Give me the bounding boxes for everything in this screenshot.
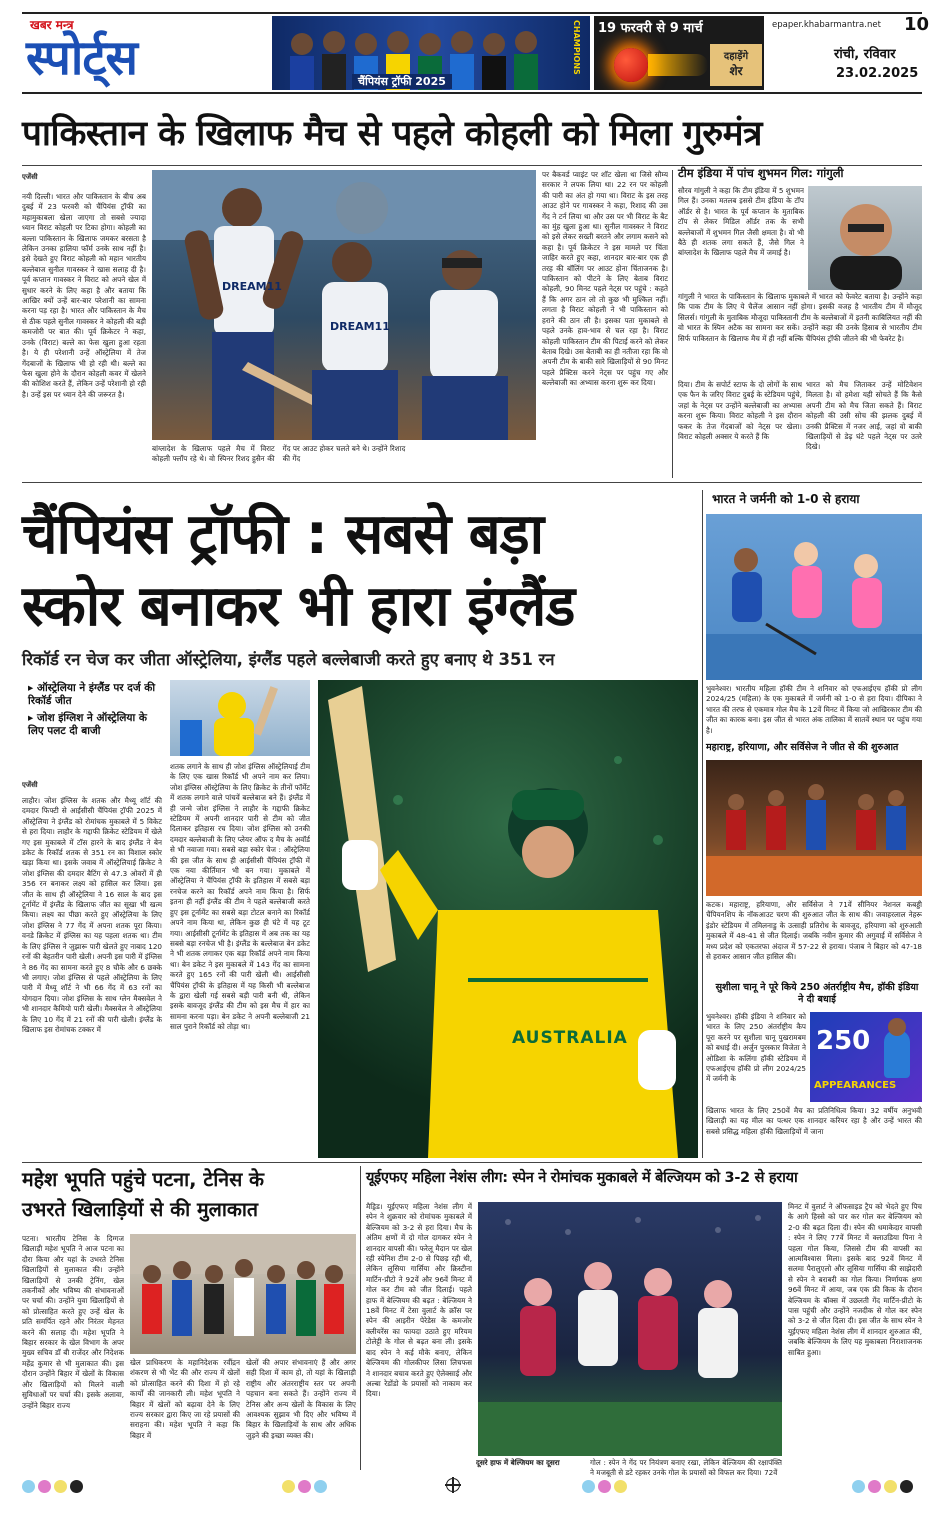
color-dots-center-left [282,1478,330,1497]
issue-date: 23.02.2025 [836,66,919,81]
masthead-logo [22,14,268,92]
uefa-column-2: गोल : स्पेन ने गेंद पर नियंत्रण बनाए रखा, लेकिन बेल्जियम की रक्षापंक्ति ने मजबूती से डटे रहकर उनके गोल के प्रयासों को विफल कर दिया। 72वें [590,1458,782,1478]
england-headline-line-1: चैंपियंस ट्रॉफी : सबसे बड़ा [22,502,544,567]
masthead-meta [772,14,930,92]
bhupathi-headline-line-1: महेश भूपति पहुंचे पटना, टेनिस के [22,1168,265,1191]
australia-batter-photo [318,680,698,1158]
kabaddi-photo [706,760,922,896]
salima-heading: सुशीला चानू ने पूरे किये 250 अंतर्राष्ट्रीय मैच, हॉकी इंडिया ने दी बधाई [715,982,919,1005]
bullet-text-1: ऑस्ट्रेलिया ने इंग्लैंड पर दर्ज की रिकॉर्ड जीत [28,682,156,707]
cricket-ball-icon [614,48,648,82]
masthead-small-title: खबर मन्त्र [30,18,74,32]
tagline-line-2: शेर [729,64,743,78]
england-column-1: लाहौर। जोश इंग्लिस के शतक और मैथ्यू शॉर्ट की दमदार फिफ्टी से आईसीसी चैंपियंस ट्रॉफी 2025 में ऑस्ट्रेलिया ने इंग्लैंड को रोमांचक मुकाबले में 5 विकेट से हरा दिया। लाहौर के गद्दाफी क्रिकेट स्टेडियम में खेले गए इस मुकाबले में टॉस हारने के बाद इंग्लैंड ने बेन डकेट के रिकॉर्ड शतक से 351 रन का विशाल स्कोर खड़ा किया था। इसके जवाब में ऑस्ट्रेलियाई क्रिकेट ने जोश इंग्लिस की दमदार बैटिंग से 47.3 ओवरों में ही 356 रन बनाकर लक्ष्य को हासिल कर लिया। इस जीत के साथ ही ऑस्ट्रेलिया ने 16 साल के बाद इस टूर्नामेंट में इंग्लैंड के खिलाफ जीत का सूखा भी खत्म किया। लक्ष्य का पीछा करते हुए ऑस्ट्रेलिया के लिए जोश इंग्लिस ने 77 गेंद में अपना शतक पूरा किया। वनडे क्रिकेट में इंग्लिस का यह पहला शतक था। टीम के लिए इंग्लिस ने जुझारू पारी खेलते हुए नाबाद 120 रनों की बेहतरीन पारी खेली। अपनी इस पारी में इंग्लिस ने 86 गेंद का सामना करते हुए 8 चौके और 6 छक्के भी लगाए। जोश इंग्लिस से पहले ऑस्ट्रेलिया के लिए पारी में मैथ्यू शॉर्ट ने भी 66 गेंद में 63 रनों का योगदान दिया। जोश इंग्लिस के साथ ग्लेन मैक्सवेल ने भी शानदार कैमियो पारी खेली। मैक्सवेल ने ऑस्ट्रेलिया के लिए 10 गेंद में 21 रनों की पारी खेली। इंग्लैंड के खिलाफ इस रोमांचक टक्कर में [22,796,162,1034]
uefa-headline: यूईएफए महिला नेशंस लीग: स्पेन ने रोमांचक मुकाबले में बेल्जियम को 3-2 से हराया [366,1170,798,1186]
kohli-practice-photo [152,170,536,440]
masthead-banner [272,16,590,90]
ganguly-portrait [808,186,922,290]
divider [360,1166,361,1470]
ganguly-text-3: दिया। टीम के सपोर्ट स्टाफ के दो लोगों के साथ एक फैन के जरिए विराट दुबई के स्टेडियम पहुंचे, जहां के नेट्स पर उन्होंने बल्लेबाजी का अभ्यास करना शुरू किया। विराट कोहली ने इस दौरान फकर के तेज गेंदबाजों को नेट्स पर खेला। विराट कोहली अक्सर ये करते हैं कि [678,380,802,442]
salima-text-2: खिलाफ भारत के लिए 250वें मैच का प्रतिनिधित्व किया। 32 वर्षीय अनुभवी खिलाड़ी का यह मील का पत्थर एक शानदार करियर रहा है और उन्हें भारत की सबसे प्रसिद्ध महिला हॉकी खिलाड़ियों में जाना [706,1106,922,1136]
jersey-sponsor-2: DREAM11 [330,320,390,333]
hockey-heading: भारत ने जर्मनी को 1-0 से हराया [712,492,860,506]
england-subhead: रिकॉर्ड रन चेज कर जीता ऑस्ट्रेलिया, इंग्लैंड पहले बल्लेबाजी करते हुए बनाए थे 351 रन [22,650,555,669]
appearance-count: 250 [816,1026,871,1056]
hockey-text: भुवनेश्वर। भारतीय महिला हॉकी टीम ने शनिवार को एफआईएच हॉकी प्रो लीग 2024/25 (महिला) के एक मुकाबले में जर्मनी को 1-0 से हरा दिया। दीपिका ने भारत की तरफ से एकमात्र गोल मैच के 12वें मिनट में किया जो आखिरकार टीम की जीत का कारक बना। इस जीत से भारत अंक तालिका में सातवें स्थान पर पहुंच गया है। [706,684,922,735]
kohli-agency: एजेंसी [22,173,38,181]
hockey-players-illustration [706,514,922,680]
players-illustration [152,170,536,440]
ganguly-heading: टीम इंडिया में पांच शुभमन गिल: गांगुली [678,166,844,180]
arrow-icon: ▸ [28,712,37,724]
registration-mark-icon [446,1478,460,1492]
inglis-batting-photo [170,680,310,756]
champions-vertical: CHAMPIONS [572,20,581,75]
inglis-illustration [170,680,310,756]
kohli-photo-caption: बांग्लादेश के खिलाफ पहले मैच में विराट कोहली फ्लॉप रहे थे। वो स्पिनर रिशद हुसैन की गेंद पर आउट होकर चलते बने थे। उन्होंने रिशाद की गेंद [152,444,406,464]
masthead [22,12,930,94]
jersey-australia: AUSTRALIA [512,1028,628,1048]
uefa-column-1-subhead: दूसरे हाफ में बेल्जियम का दूसरा [476,1458,560,1467]
kohli-column-3: पर बैकवर्ड प्वाइंट पर शॉट खेला था जिसे सौम्य सरकार ने लपक लिया था। 22 रन पर कोहली की पारी का अंत हो गया था। विराट के इस तरह आउट होने पर गावस्कर ने कहा, रिशाद की उस गेंद ने टर्न लिया था और उस पर भी विराट के बैट का मुंह खुला हुआ था। सुनील गावस्कर ने विराट को इसे लेकर सख्ती बरतने और लगाम कसने को कहा है। पूर्व क्रिकेटर ने इस मामले पर चिंता जाहिर करते हुए कहा, शानदार बार-बार एक ही तरह की बॉलिंग पर आउट होना चिंताजनक है। पाकिस्तान को पीटने के लिए बेताब विराट कोहली, 90 मिनट पहले नेट्स पर पहुंचे : कहते हैं कि अगर ठान लो तो कुछ भी मुश्किल नहीं। लगता है विराट कोहली ने भी पाकिस्तान को हराने की ठान ली है। इसका पता मुकाबले से पहले उनके हाव-भाव से चल रहा है। विराट कोहली पाकिस्तान टीम की पिटाई करने को लेकर बेताब दिखे। उस बेताबी का ही नतीजा रहा कि वो अपनी टीम के बाकी सारे खिलाड़ियों से 90 मिनट पहले प्रैक्टिस करने नेट्स पर पहुंच गए और बल्लेबाजी का अभ्यास करना शुरू कर दिया। [542,170,668,388]
bullet-text-2: जोश इंग्लिश ने ऑस्ट्रेलिया के लिए पलट दी बाजी [28,712,147,737]
england-bullet-1 [28,682,166,708]
appearance-label: APPEARANCES [814,1080,897,1091]
page-number: 10 [904,14,930,35]
divider [22,1162,922,1163]
arrow-icon: ▸ [28,682,37,694]
player-figure [884,1030,910,1078]
salima-text-1: भुवनेश्वर। हॉकी इंडिया ने शनिवार को भारत के लिए 250 अंतर्राष्ट्रीय कैप पूरा करने पर सुशीला चानू पुखरामबम को बधाई दी। अर्जुन पुरस्कार विजेता ने ओडिशा के कलिंगा हॉकी स्टेडियम में एफआईएच हॉकी प्रो लीग 2024/25 में जर्मनी के [706,1012,806,1084]
divider [672,170,673,478]
uefa-match-photo [478,1202,782,1456]
dates-banner [594,16,764,90]
uefa-column-3: मिनट में वुलार्ट ने ऑफसाइड ट्रैप को भेदते हुए पिच के आगे हिस्से को पार कर गोल कर बेल्जियम को 2-0 की बढ़त दिला दी। स्पेन की धमाकेदार वापसी : स्पेन ने लिए 77वें मिनट में क्लाउडिया पिना ने पहला गोल किया, जिससे टीम की वापसी का आत्मविश्वास मिला। इसके बाद 92वें मिनट में सलमा पैरालुएलो और लूसिया गार्सिया की साझेदारी से स्पेन ने बराबरी का गोल किया। निर्णायक क्षण 96वें मिनट में आया, जब एक फ्री किक के दौरान बेल्जियम के बॉक्स में उछलती गेंद मार्टिन-प्रीटो के पास पहुंची और उन्होंने नजदीक से गोल कर स्पेन को 3-2 से जीत दिला दी। इस जीत के साथ स्पेन ने यूईएफए महिला नेशंस लीग में शानदार शुरुआत की, जबकि बेल्जियम के लिए यह मुकाबला निराशाजनक साबित हुआ। [788,1202,922,1357]
bhupathi-headline-line-2: उभरते खिलाड़ियों से की मुलाकात [22,1198,259,1221]
ganguly-text-4: भारत को मैच जिताकर उन्हें मोटिवेशन मिलता है। वो हमेशा यही सोचते हैं कि कैसे अपनी टीम को मैच जिता सकते हैं। विराट कोहली की उसी सोच की झलक दुबई में उनकी प्रैक्टिस में नजर आई, जहां वो बाकी खिलाड़ियों से डेढ़ घंटे पहले नेट्स पर उतरे दिखे। [806,380,922,452]
fire-trail [648,54,708,76]
players-celebration-illustration [478,1202,782,1456]
ganguly-text-1: सौरव गांगुली ने कहा कि टीम इंडिया में 5 शुभमन गिल हैं। उनका मतलब इससे टीम इंडिया के टॉप ऑर्डर से है। भारत के पूर्व कप्तान के मुताबिक टॉप से लेकर मिडिल ऑर्डर तक के सभी बल्लेबाजों में शुभमन गिल जैसी क्षमता है। वो भी बैठे ही शतक लगा सकते हैं, जैसे गिल ने बांग्लादेश के खिलाफ पहले मैच में जमाई है। [678,186,804,258]
salima-graphic [810,1012,922,1102]
jersey-sponsor-1: DREAM11 [222,280,282,293]
kabaddi-heading: महाराष्ट्र, हरियाणा, और सर्विसेज ने जीत से की शुरुआत [706,742,899,753]
england-column-2: शतक लगाने के साथ ही जोश इंग्लिस ऑस्ट्रेलियाई टीम के लिए एक खास रिकॉर्ड भी अपने नाम कर लिया। जोश इंग्लिस ऑस्ट्रेलिया के लिए क्रिकेट के तीनों फॉर्मेट में शतक लगाने वाले पांचवें बल्लेबाज बने हैं। इंग्लैंड में ही जन्मे जोश इंग्लिस ने लाहौर के गद्दाफी क्रिकेट स्टेडियम में अपनी शानदार पारी से टीम को जीत दिलाकर इतिहास रच दिया। जोश इंग्लिस को उनकी दमदार बल्लेबाजी के लिए प्लेयर ऑफ द मैच के अवॉर्ड से भी नवाजा गया। सबसे बड़ा स्कोर चेज : ऑस्ट्रेलिया की इस जीत के साथ ही आईसीसी चैंपियंस ट्रॉफी में एक नया कीर्तिमान भी बन गया। मुकाबले में ऑस्ट्रेलिया ने चैंपियंस ट्रॉफी के इतिहास में सबसे बड़ा रनचेज करने का रिकॉर्ड अपने नाम किया है। सिर्फ इतना ही नहीं इंग्लैंड की टीम ने पहले बल्लेबाजी करते हुए इस टूर्नामेंट का सबसे बड़ा टोटल बनाने का रिकॉर्ड अपने नाम किया था, लेकिन कुछ ही घंटे में यह टूट गया। आईसीसी टूर्नामेंट के इतिहास में अब तक का यह सबसे बड़ा रनचेज भी है। इंग्लैंड के बल्लेबाज बेन डकेट ने भी शतक लगाकर एक बड़ा रिकॉर्ड अपने नाम किया था। बेन डकेट ने इस मुकाबले में 143 गेंद का सामना करते हुए 165 रनों की पारी खेली थी। आईसीसी चैंपियंस ट्रॉफी के इतिहास में यह किसी भी बल्लेबाज के द्वारा खेली गई सबसे बड़ी पारी बनी थी, लेकिन इसके बावजूद इंग्लैंड की टीम को इस मैच में हार का सामना करना पड़ा। बेन डकेट ने अपनी बल्लेबाजी 21 साल पुराने रिकॉर्ड को तोड़ा था। [170,762,310,1032]
player-head [888,1018,906,1036]
registration-strip [22,1478,922,1494]
england-headline-line-2: स्कोर बनाकर भी हारा इंग्लैंड [22,574,575,639]
color-dots-center-right [582,1478,630,1497]
group-illustration [130,1234,356,1354]
divider [702,490,703,1158]
place-day: रांची, रविवार [834,47,896,62]
bhupathi-column-2: खेल प्राधिकरण के महानिदेशक रवींद्रन शंकरण से भी भेंट की और राज्य में खेलों को प्रोत्साहित करने की दिशा में हो रहे कार्यों की जानकारी ली। महेश भूपति ने बिहार में खेलों को बढ़ावा देने के लिए राज्य सरकार द्वारा किए जा रहे प्रयासों की सराहना की। महेश भूपति ने कहा कि बिहार में [130,1358,240,1440]
ganguly-text-2: गांगुली ने भारत के पाकिस्तान के खिलाफ मुकाबले में भारत को फेवरेट बताया है। उन्होंने कहा कि पाक टीम के लिए ये चैलेंज आसान नहीं होगा। इसकी वजह है भारतीय टीम में मौजूद सिलर्स। गांगुली के मुताबिक मौजूदा पाकिस्तानी टीम के बल्लेबाजों में इतनी काबिलियत नहीं की वो भारत के स्पिन अटैक का सामना कर सकें। उन्होंने कहा की उनके हिसाब से भारतीय टीम सिर्फ पाकिस्तान के खिलाफ मैच में ही नहीं बल्कि चैंपियंस ट्रॉफी जीतने की भी फेवरेट है। [678,292,922,343]
bhupathi-column-3: खेलों की अपार संभावनाएं हैं और अगर सही दिशा में काम हो, तो यहां के खिलाड़ी राष्ट्रीय और अंतरराष्ट्रीय स्तर पर अपनी पहचान बना सकते हैं। उन्होंने राज्य में टेनिस और अन्य खेलों के विकास के लिए आवश्यक सुझाव भी दिए और भविष्य में बिहार के खिलाड़ियों के साथ और अधिक जुड़ने की इच्छा व्यक्त की। [246,1358,356,1440]
hockey-photo [706,514,922,680]
divider [22,482,922,483]
epaper-url[interactable]: epaper.khabarmantra.net [772,20,881,30]
england-bullet-2 [28,712,166,738]
tagline-box [710,44,762,86]
batter-illustration [318,680,698,1158]
bhupathi-group-photo [130,1234,356,1354]
banner-caption: चैंपियंस ट्रॉफी 2025 [352,74,452,89]
tagline-line-1: दहाड़ेंगे [723,51,749,62]
bhupathi-column-1: पटना। भारतीय टेनिस के दिग्गज खिलाड़ी महेश भूपति ने आज पटना का दौरा किया और यहां के उभरते टेनिस खिलाड़ियों से मुलाकात की। उन्होंने खिलाड़ियों से उनकी ट्रेनिंग, खेल तकनीकों और भविष्य की संभावनाओं पर चर्चा की। उन्होंने युवा खिलाड़ियों से को प्रोत्साहित करते हुए उन्हें खेल के प्रति समर्पित रहने और निरंतर मेहनत करने की सलाह दी। महेश भूपति ने बिहार सरकार के खेल विभाग के अपर मुख्य सचिव डॉ बी राजेंदर और निदेशक महेंद्र कुमार से भी मुलाकात की। इस दौरान उन्होंने बिहार में खेलों के विकास और खिलाड़ियों को मिलने वाली सुविधाओं पर चर्चा की। इसके अलावा, उन्होंने बिहार राज्य [22,1234,124,1410]
kohli-column-1: नयी दिल्ली। भारत और पाकिस्तान के बीच अब दुबई में 23 फरवरी को चैंपियंस ट्रॉफी का महामुकाबला खेला जाएगा तो सबसे ज्यादा ध्यान विराट कोहली पर टिका होगा। कोहली का बल्ला पाकिस्तान के खिलाफ जमकर बरसता है लेकिन उनका हालिया फॉर्म उनके साथ नहीं है। इसे देखते हुए विराट कोहली को महान भारतीय बल्लेबाज सुनील गावस्कर ने खास सलाह दी है। पूर्व कप्तान गावस्कर ने विराट को अपने खेल में सुधार करने के लिए कहा है और बताया कि आखिर क्यों उन्हें बार-बार परेशानी का सामना करना पड़ रहा है। भारत और पाकिस्तान के मैच से ठीक पहले सुनील गावस्कर ने कोहली की बड़ी कमजोरी पर बात की। पूर्व क्रिकेटर ने कहा, उनके (विराट) बल्ले का फेस खुला हुआ रहता है। ये ही परेशानी उन्हें ऑस्ट्रेलिया में तेज गेंदबाजों के खिलाफ भी हो रही थी। बल्ले का फेस खुला होने के दौरान कोहली कवर में खेलने की कोशिश करते हैं, लेकिन उन्हें परेशानी हो रही है। उन्हें इस पर ध्यान देने की जरूरत है। [22,192,146,399]
uefa-column-1: मैड्रिड। यूईएफए महिला नेशंस लीग में स्पेन ने शुक्रवार को रोमांचक मुकाबले में बेल्जियम को 3-2 से हरा दिया। मैच के अंतिम क्षणों में दो गोल दागकर स्पेन ने शानदार वापसी की। फरेलू मैदान पर खेल रही स्पेनिश टीम 2-0 से पिछड़ रही थी, लेकिन लूसिया गार्सिया और क्रिस्टीना मार्टिन-प्रीटो ने 92वें और 96वें मिनट में गोल कर टीम को जीत दिलाई। पहले हाफ में बेल्जियम की बढ़त : बेल्जियम ने 18वें मिनट में टेसा वुलार्ट के क्रॉस पर स्पेन की आइरीन पेरेडेस के कमजोर क्लीयरेंस का फायदा उठाते हुए मरियम टोलेट्टी के गोल से बढ़त बना ली। इसके बाद स्पेन ने कई मौके बनाए, लेकिन बेल्जियम की गोलकीपर लिसा लिचफस ने शानदार बचाव करते हुए ऐलेक्साई और अल्बा रेडोंडो के प्रयासों को नाकाम कर दिया। [366,1202,472,1399]
color-dots-left [22,1478,86,1497]
color-dots-right [852,1478,916,1497]
england-agency: एजेंसी [22,781,38,789]
ganguly-photo [808,186,922,290]
masthead-title: स्पोर्ट्स [26,30,138,86]
kohli-headline: पाकिस्तान के खिलाफ मैच से पहले कोहली को मिला गुरुमंत्र [22,114,762,154]
tournament-dates: 19 फरवरी से 9 मार्च [598,21,703,36]
kabaddi-text: कटक। महाराष्ट्र, हरियाणा, और सर्विसेज ने 71वें सीनियर नेशनल कबड्डी चैंपियनशिप के नॉकआउट चरण की शुरुआत जीत के साथ की। जवाहरलाल नेहरू इंडोर स्टेडियम में तमिलनाडु के उत्साही प्रतिरोध के बावजूद, हरियाणा को शुरुआती मुकाबले में 48-41 से जीत दिलाई। जबकि नवीन कुमार की अगुवाई में सर्विसेज ने मध्य प्रदेश को एकतरफा अंदाज में 57-22 से हराया। पंजाब ने बिहार को 47-18 से हराकर आसान जीत हासिल की। [706,900,922,962]
kabaddi-illustration [706,760,922,896]
